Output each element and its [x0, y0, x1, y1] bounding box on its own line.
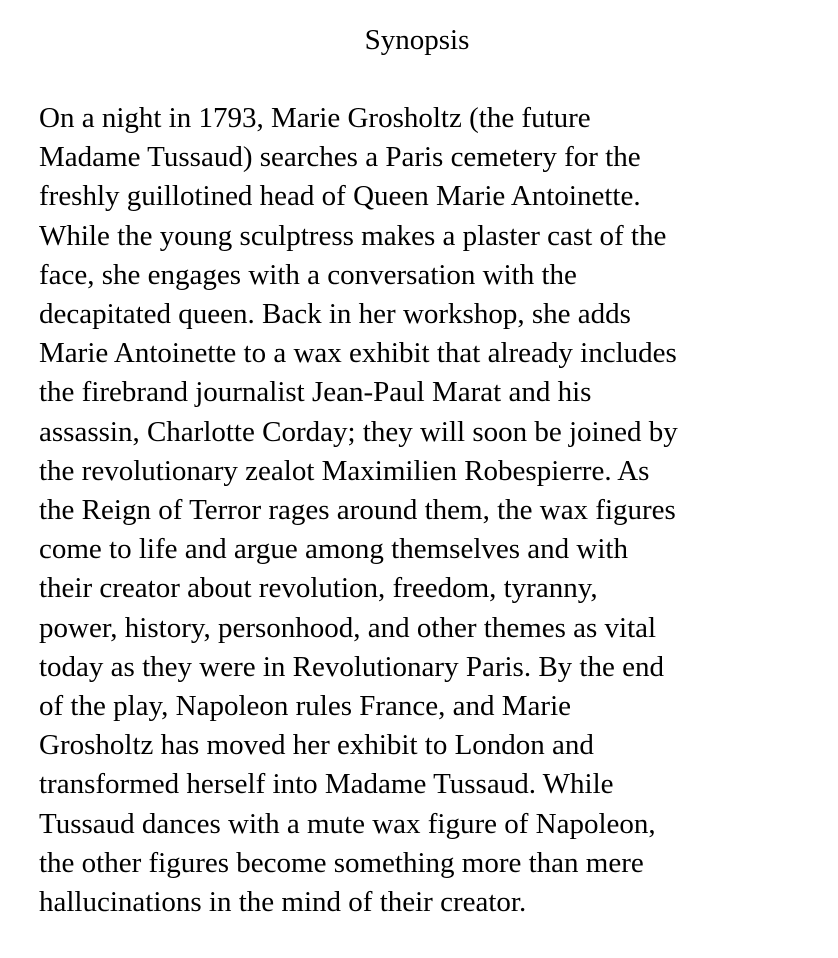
paragraph-line: of the play, Napoleon rules France, and Marie: [39, 690, 572, 723]
paragraph-line: Madame Tussaud) searches a Paris cemetery for the: [39, 141, 641, 174]
paragraph-line: freshly guillotined head of Queen Marie Antoinette.: [39, 180, 641, 213]
paragraph-line: While the young sculptress makes a plaster cast of the: [39, 219, 667, 252]
paragraph-line: the Reign of Terror rages around them, the wax figures: [39, 494, 676, 527]
paragraph-line: the revolutionary zealot Maximilien Robespierre. As: [39, 454, 650, 487]
paragraph-line: face, she engages with a conversation with the: [39, 258, 577, 291]
paragraph-line: Marie Antoinette to a wax exhibit that already includes: [39, 337, 677, 370]
paragraph-line: On a night in 1793, Marie Grosholtz (the future: [39, 102, 591, 134]
paragraph-line: come to life and argue among themselves and with: [39, 533, 628, 566]
paragraph-line: assassin, Charlotte Corday; they will soon be joined by: [39, 415, 678, 448]
document-title: Synopsis: [364, 24, 470, 56]
paragraph-line: decapitated queen. Back in her workshop, she adds: [39, 298, 631, 331]
paragraph-line: Grosholtz has moved her exhibit to London and: [39, 729, 594, 762]
paragraph-line: today as they were in Revolutionary Paris. By the end: [39, 650, 664, 683]
paragraph-line: power, history, personhood, and other themes as vital: [39, 611, 657, 644]
paragraph-line: Tussaud dances with a mute wax figure of Napoleon,: [39, 807, 656, 840]
paragraph-line: the other figures become something more than mere: [39, 846, 644, 879]
paragraph-line: their creator about revolution, freedom, tyranny,: [39, 572, 598, 605]
paragraph-line: hallucinations in the mind of their creator.: [39, 886, 527, 919]
paragraph-line: transformed herself into Madame Tussaud. While: [39, 768, 614, 801]
synopsis-paragraph: [39, 99, 829, 922]
paragraph-line: the firebrand journalist Jean-Paul Marat and his: [39, 376, 592, 409]
